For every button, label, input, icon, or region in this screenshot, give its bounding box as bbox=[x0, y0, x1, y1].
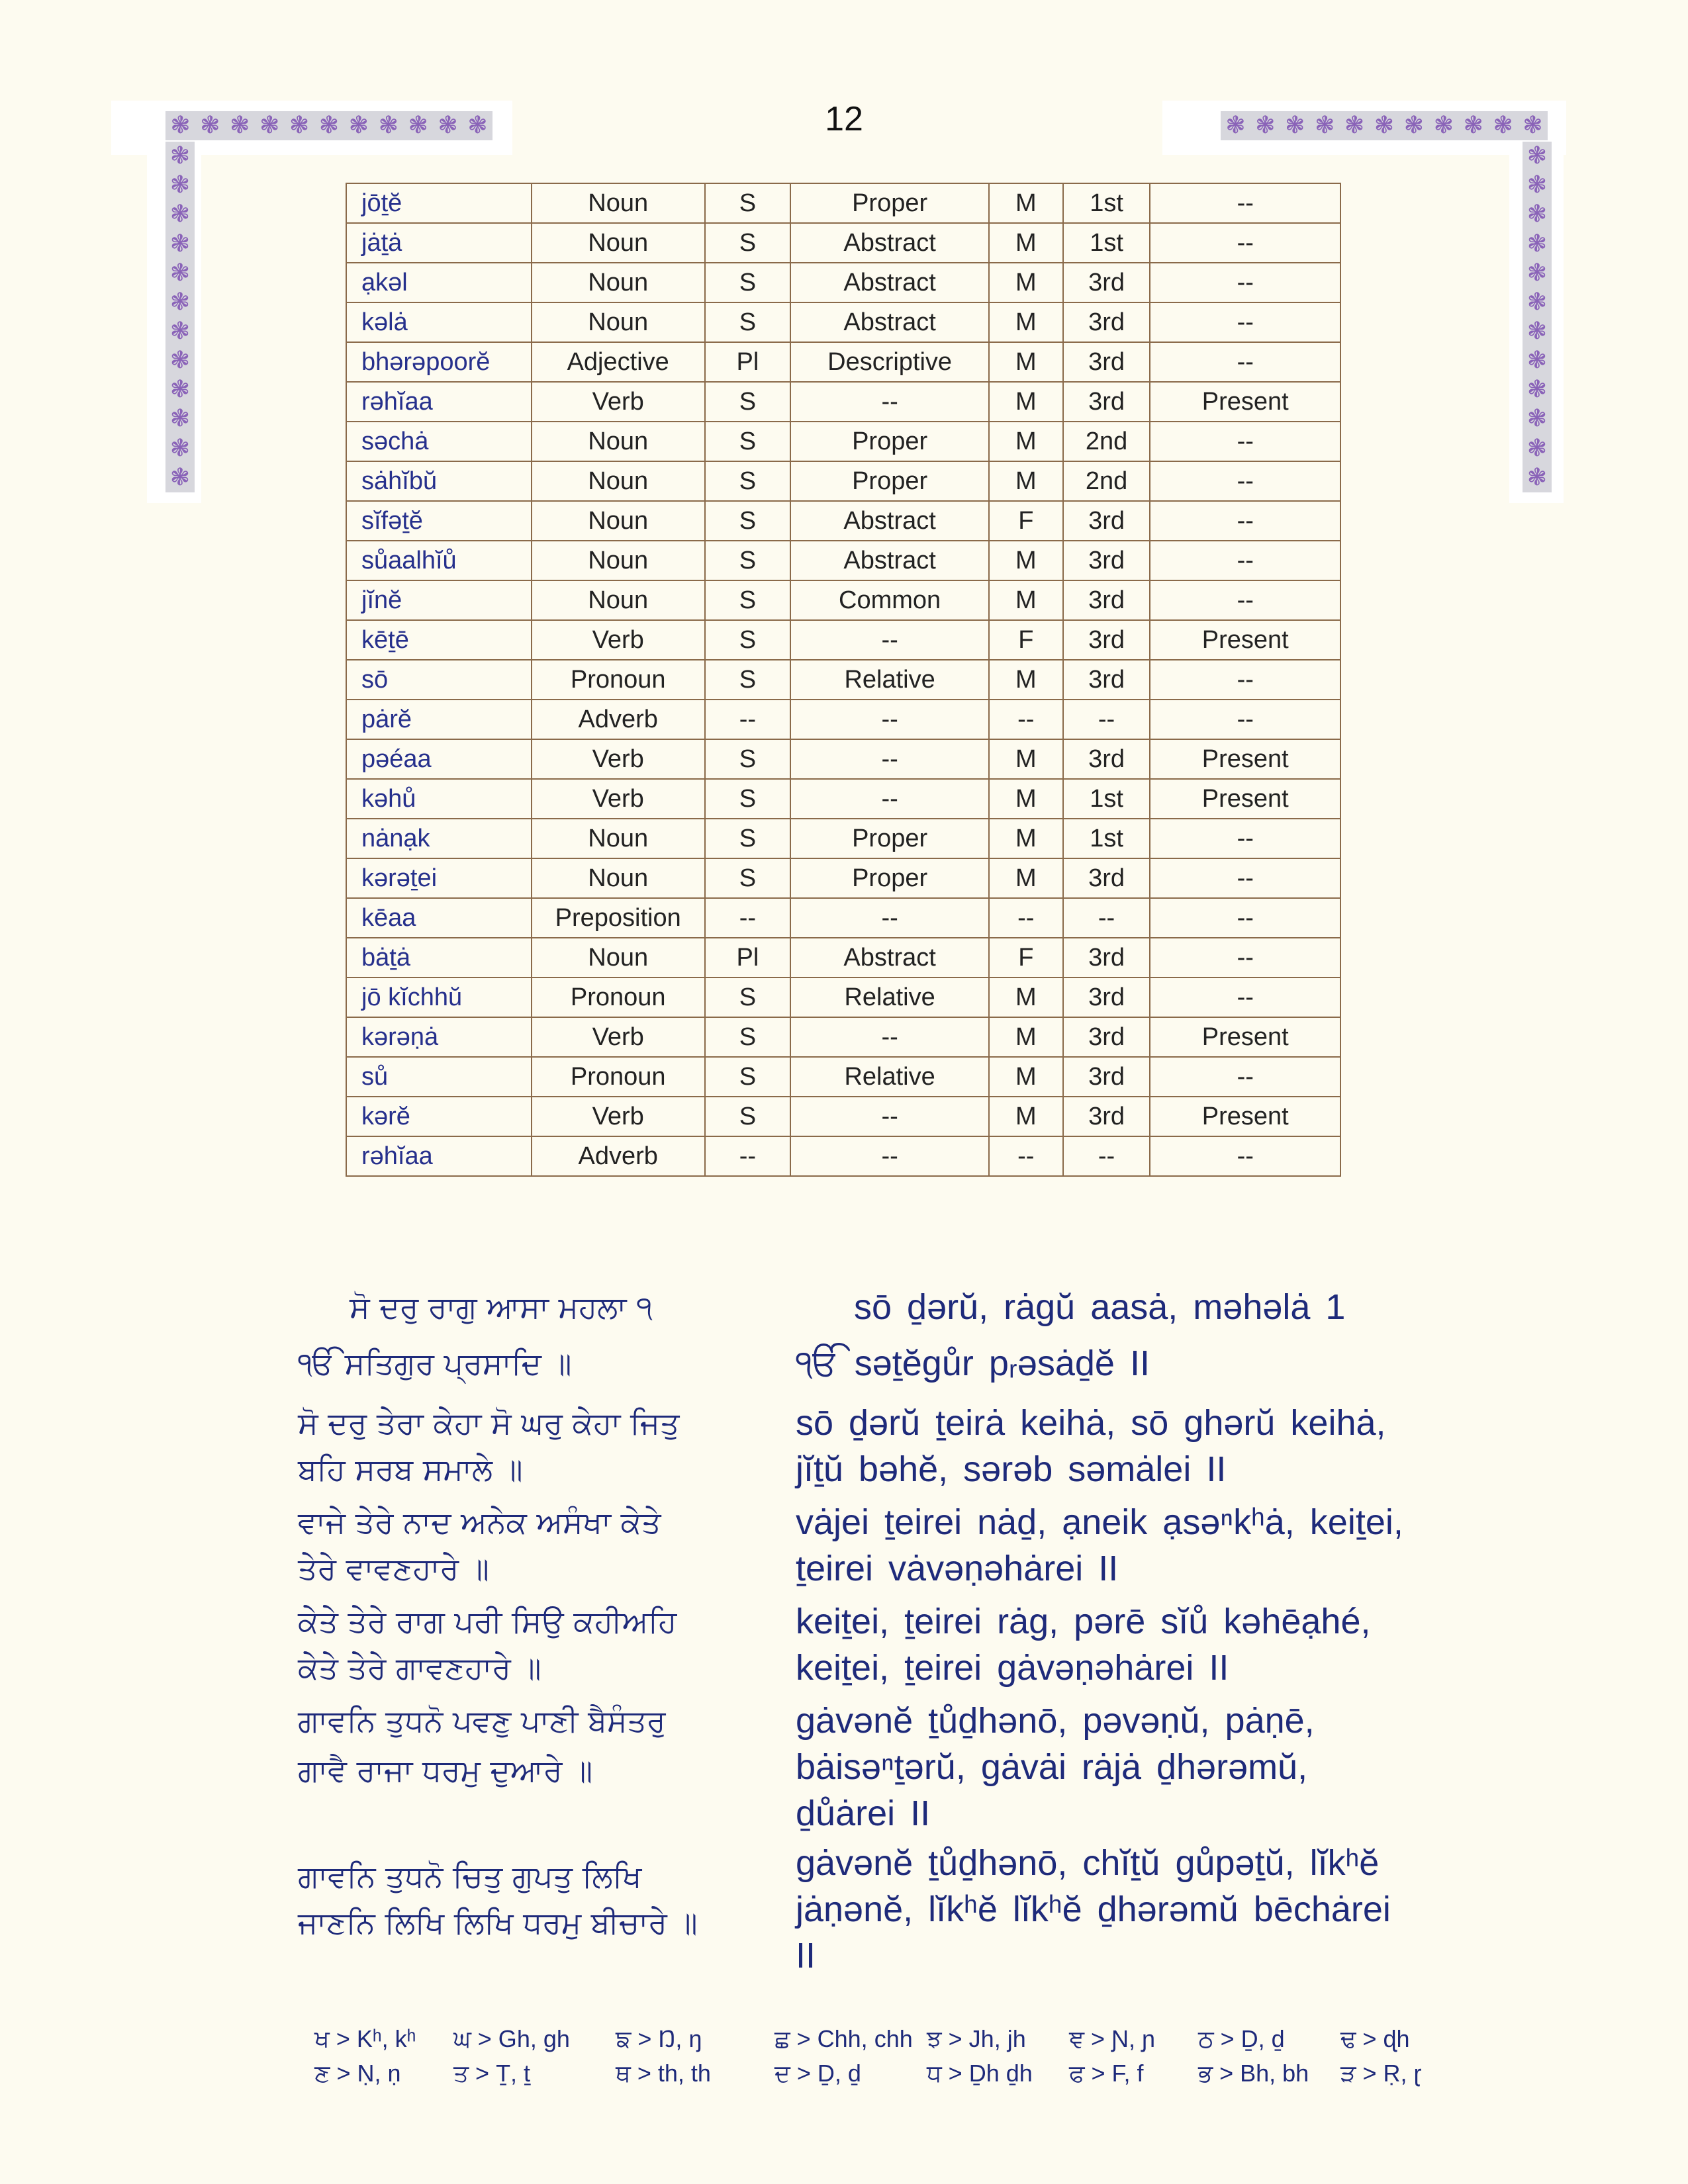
flower-icon: ❃ bbox=[467, 112, 488, 139]
table-cell: -- bbox=[790, 779, 989, 819]
table-cell: -- bbox=[1150, 660, 1340, 700]
table-cell: 3rd bbox=[1063, 342, 1150, 382]
table-cell: S bbox=[705, 1017, 791, 1057]
table-cell: -- bbox=[1150, 501, 1340, 541]
flower-icon: ❃ bbox=[169, 347, 191, 375]
table-cell: M bbox=[989, 819, 1063, 858]
table-cell: 1st bbox=[1063, 819, 1150, 858]
transliteration-line: ḏůȧrei II bbox=[796, 1794, 931, 1833]
table-cell: Abstract bbox=[790, 223, 989, 263]
flower-icon: ❃ bbox=[1255, 112, 1276, 139]
transliteration-line: gȧvənĕ ṯůḏhənō, chĭṯŭ gůpəṯŭ, lĭkʰĕ bbox=[796, 1843, 1380, 1883]
table-row bbox=[346, 501, 1340, 541]
table-cell: S bbox=[705, 541, 791, 580]
table-cell: -- bbox=[1150, 342, 1340, 382]
word-cell: sȧhĭbŭ bbox=[346, 461, 532, 501]
flower-icon: ❃ bbox=[169, 376, 191, 404]
table-cell: S bbox=[705, 461, 791, 501]
table-cell: Proper bbox=[790, 858, 989, 898]
table-cell: Preposition bbox=[532, 898, 705, 938]
word-cell: sůaalhĭů bbox=[346, 541, 532, 580]
table-cell: M bbox=[989, 342, 1063, 382]
transliteration-line: II bbox=[796, 1936, 816, 1976]
table-cell: Verb bbox=[532, 1017, 705, 1057]
gurmukhi-line: ਕੇਤੇ ਤੇਰੇ ਰਾਗ ਪਰੀ ਸਿਉ ਕਹੀਅਹਿ bbox=[298, 1604, 677, 1639]
table-row bbox=[346, 461, 1340, 501]
flower-icon: ❃ bbox=[1526, 201, 1548, 228]
table-cell: M bbox=[989, 1057, 1063, 1097]
flower-icon: ❃ bbox=[169, 463, 191, 491]
word-cell: kəhů bbox=[346, 779, 532, 819]
table-cell: F bbox=[989, 938, 1063, 978]
flower-icon: ❃ bbox=[1526, 230, 1548, 257]
flower-icon: ❃ bbox=[1523, 112, 1543, 139]
table-cell: Noun bbox=[532, 580, 705, 620]
table-cell: Pl bbox=[705, 342, 791, 382]
gurmukhi-line: ਗਾਵਨਿ ਤੁਧਨੋ ਚਿਤੁ ਗੁਪਤੁ ਲਿਖਿ bbox=[298, 1858, 642, 1894]
flower-icon: ❃ bbox=[378, 112, 399, 139]
transliteration-line: gȧvənĕ ṯůḏhənō, pəvəṇŭ, pȧṇē, bbox=[796, 1701, 1315, 1741]
table-cell: -- bbox=[705, 700, 791, 739]
legend-item: ਞ > Ɲ, ɲ bbox=[1069, 2025, 1156, 2052]
page-number: 12 bbox=[825, 100, 863, 138]
transliteration-line: keiṯei, ṯeirei rȧg, pərē sĭů kəhēạhé, bbox=[796, 1602, 1371, 1641]
word-cell: sō bbox=[346, 660, 532, 700]
top-left-flower-border bbox=[165, 111, 492, 140]
gurmukhi-line: ਤੇਰੇ ਵਾਵਣਹਾਰੇ ॥ bbox=[298, 1551, 489, 1586]
legend-item: ਫ > F, f bbox=[1069, 2060, 1144, 2087]
table-cell: S bbox=[705, 1057, 791, 1097]
table-cell: 3rd bbox=[1063, 938, 1150, 978]
table-cell: -- bbox=[790, 700, 989, 739]
flower-icon: ❃ bbox=[1526, 142, 1548, 170]
gurmukhi-line: ਸੋ ਦਰੁ ਰਾਗੁ ਆਸਾ ਮਹਲਾ ੧ bbox=[350, 1289, 653, 1325]
table-cell: Noun bbox=[532, 302, 705, 342]
table-row bbox=[346, 1136, 1340, 1176]
table-cell: 3rd bbox=[1063, 501, 1150, 541]
table-row bbox=[346, 700, 1340, 739]
flower-icon: ❃ bbox=[438, 112, 458, 139]
gurmukhi-line: ਵਾਜੇ ਤੇਰੇ ਨਾਦ ਅਨੇਕ ਅਸੰਖਾ ਕੇਤੇ bbox=[298, 1504, 661, 1540]
flower-icon: ❃ bbox=[348, 112, 369, 139]
table-cell: -- bbox=[790, 1017, 989, 1057]
table-row bbox=[346, 779, 1340, 819]
table-cell: M bbox=[989, 739, 1063, 779]
table-cell: S bbox=[705, 779, 791, 819]
table-cell: Relative bbox=[790, 1057, 989, 1097]
table-cell: Relative bbox=[790, 660, 989, 700]
grammar-table bbox=[346, 183, 1341, 1177]
gurmukhi-line: ਗਾਵੈ ਰਾਜਾ ਧਰਮੁ ਦੁਆਰੇ ॥ bbox=[298, 1752, 593, 1788]
legend-item: ੜ > Ṛ, ɽ bbox=[1340, 2060, 1422, 2087]
table-cell: -- bbox=[1150, 898, 1340, 938]
table-cell: -- bbox=[1150, 1057, 1340, 1097]
table-cell: Proper bbox=[790, 422, 989, 461]
transliteration-legend bbox=[314, 2025, 1453, 2098]
flower-icon: ❃ bbox=[169, 230, 191, 257]
table-cell: Noun bbox=[532, 263, 705, 302]
flower-icon: ❃ bbox=[289, 112, 310, 139]
table-cell: M bbox=[989, 541, 1063, 580]
word-cell: kēaa bbox=[346, 898, 532, 938]
table-cell: M bbox=[989, 263, 1063, 302]
word-cell: kēṯē bbox=[346, 620, 532, 660]
flower-icon: ❃ bbox=[1526, 434, 1548, 462]
table-row bbox=[346, 541, 1340, 580]
table-cell: 3rd bbox=[1063, 739, 1150, 779]
word-cell: kərəṯei bbox=[346, 858, 532, 898]
table-cell: -- bbox=[1063, 700, 1150, 739]
table-cell: 3rd bbox=[1063, 263, 1150, 302]
table-row bbox=[346, 382, 1340, 422]
table-cell: M bbox=[989, 858, 1063, 898]
table-cell: S bbox=[705, 302, 791, 342]
table-cell: -- bbox=[1063, 1136, 1150, 1176]
flower-icon: ❃ bbox=[1526, 463, 1548, 491]
table-cell: Adjective bbox=[532, 342, 705, 382]
table-cell: 3rd bbox=[1063, 541, 1150, 580]
table-cell: M bbox=[989, 1017, 1063, 1057]
legend-item: ਛ > Chh, chh bbox=[774, 2025, 913, 2052]
table-cell: -- bbox=[1150, 858, 1340, 898]
word-cell: rəhĭaa bbox=[346, 1136, 532, 1176]
flower-icon: ❃ bbox=[1526, 288, 1548, 316]
flower-icon: ❃ bbox=[1526, 347, 1548, 375]
gurmukhi-line: ਜਾਣਨਿ ਲਿਖਿ ਲਿਖਿ ਧਰਮੁ ਬੀਚਾਰੇ ॥ bbox=[298, 1905, 698, 1940]
table-row bbox=[346, 1057, 1340, 1097]
table-cell: S bbox=[705, 501, 791, 541]
legend-item: ਘ > Gh, gh bbox=[453, 2025, 570, 2052]
table-cell: S bbox=[705, 422, 791, 461]
table-row bbox=[346, 223, 1340, 263]
table-cell: Abstract bbox=[790, 501, 989, 541]
gurmukhi-line: ਬਹਿ ਸਰਬ ਸਮਾਲੇ ॥ bbox=[298, 1451, 523, 1487]
table-cell: Verb bbox=[532, 739, 705, 779]
table-cell: S bbox=[705, 978, 791, 1017]
word-cell: sĭfəṯĕ bbox=[346, 501, 532, 541]
table-cell: S bbox=[705, 739, 791, 779]
table-cell: 3rd bbox=[1063, 978, 1150, 1017]
word-cell: kərəṇȧ bbox=[346, 1017, 532, 1057]
table-row bbox=[346, 263, 1340, 302]
table-cell: S bbox=[705, 1097, 791, 1136]
word-cell: kəlȧ bbox=[346, 302, 532, 342]
legend-item: ਭ > Bh, bh bbox=[1198, 2060, 1309, 2087]
table-cell: -- bbox=[1150, 819, 1340, 858]
table-row bbox=[346, 819, 1340, 858]
word-cell: səchȧ bbox=[346, 422, 532, 461]
flower-icon: ❃ bbox=[1433, 112, 1454, 139]
flower-icon: ❃ bbox=[230, 112, 250, 139]
flower-icon: ❃ bbox=[169, 201, 191, 228]
table-cell: S bbox=[705, 580, 791, 620]
right-flower-border bbox=[1523, 142, 1552, 492]
table-row bbox=[346, 978, 1340, 1017]
table-cell: Pronoun bbox=[532, 1057, 705, 1097]
table-cell: Present bbox=[1150, 739, 1340, 779]
flower-icon: ❃ bbox=[318, 112, 340, 139]
table-cell: 2nd bbox=[1063, 422, 1150, 461]
table-cell: Verb bbox=[532, 779, 705, 819]
top-right-flower-border bbox=[1221, 111, 1548, 140]
table-cell: -- bbox=[1063, 898, 1150, 938]
table-row bbox=[346, 620, 1340, 660]
table-cell: Present bbox=[1150, 779, 1340, 819]
table-cell: Abstract bbox=[790, 541, 989, 580]
table-cell: Present bbox=[1150, 1017, 1340, 1057]
table-cell: Abstract bbox=[790, 263, 989, 302]
word-cell: kərĕ bbox=[346, 1097, 532, 1136]
flower-icon: ❃ bbox=[169, 142, 191, 170]
legend-item: ਢ > ɖh bbox=[1340, 2025, 1410, 2052]
table-cell: Noun bbox=[532, 501, 705, 541]
table-cell: Pronoun bbox=[532, 978, 705, 1017]
table-cell: F bbox=[989, 501, 1063, 541]
table-cell: M bbox=[989, 978, 1063, 1017]
flower-icon: ❃ bbox=[1344, 112, 1365, 139]
word-cell: nȧnạk bbox=[346, 819, 532, 858]
table-cell: -- bbox=[705, 898, 791, 938]
table-cell: M bbox=[989, 382, 1063, 422]
legend-item: ਖ > Kʰ, kʰ bbox=[314, 2025, 416, 2052]
table-cell: -- bbox=[1150, 541, 1340, 580]
table-cell: -- bbox=[1150, 223, 1340, 263]
table-cell: Noun bbox=[532, 422, 705, 461]
legend-item: ਣ > Ṇ, ṇ bbox=[314, 2060, 401, 2087]
table-cell: -- bbox=[1150, 263, 1340, 302]
table-cell: -- bbox=[1150, 978, 1340, 1017]
table-cell: Pronoun bbox=[532, 660, 705, 700]
word-cell: sů bbox=[346, 1057, 532, 1097]
table-cell: 3rd bbox=[1063, 1097, 1150, 1136]
word-cell: rəhĭaa bbox=[346, 382, 532, 422]
table-cell: 3rd bbox=[1063, 382, 1150, 422]
table-cell: -- bbox=[1150, 183, 1340, 223]
word-cell: jȧṯȧ bbox=[346, 223, 532, 263]
table-cell: Relative bbox=[790, 978, 989, 1017]
table-cell: 3rd bbox=[1063, 580, 1150, 620]
table-cell: Adverb bbox=[532, 1136, 705, 1176]
flower-icon: ❃ bbox=[200, 112, 220, 139]
table-row bbox=[346, 342, 1340, 382]
table-cell: Present bbox=[1150, 382, 1340, 422]
table-cell: -- bbox=[790, 1097, 989, 1136]
table-cell: Present bbox=[1150, 620, 1340, 660]
table-cell: -- bbox=[989, 898, 1063, 938]
table-cell: Noun bbox=[532, 461, 705, 501]
table-cell: -- bbox=[1150, 580, 1340, 620]
table-cell: Noun bbox=[532, 858, 705, 898]
table-cell: Common bbox=[790, 580, 989, 620]
table-cell: 3rd bbox=[1063, 660, 1150, 700]
table-row bbox=[346, 739, 1340, 779]
table-cell: Proper bbox=[790, 183, 989, 223]
legend-item: ਠ > Ḏ, ḏ bbox=[1198, 2025, 1285, 2052]
flower-icon: ❃ bbox=[1403, 112, 1424, 139]
table-cell: S bbox=[705, 858, 791, 898]
table-cell: M bbox=[989, 302, 1063, 342]
transliteration-line: bȧisəⁿṯərŭ, gȧvȧi rȧjȧ ḏhərəmŭ, bbox=[796, 1747, 1308, 1787]
table-cell: M bbox=[989, 660, 1063, 700]
word-cell: jō kĭchhŭ bbox=[346, 978, 532, 1017]
flower-icon: ❃ bbox=[169, 171, 191, 199]
table-cell: -- bbox=[989, 1136, 1063, 1176]
transliteration-line: ੴ səṯĕgůr pᵣəsȧḏĕ II bbox=[796, 1343, 1150, 1383]
gurmukhi-line: ੴ ਸਤਿਗੁਰ ਪ੍ਰਸਾਦਿ ॥ bbox=[298, 1345, 572, 1381]
flower-icon: ❃ bbox=[1526, 259, 1548, 287]
transliteration-line: sō ḏərŭ ṯeirȧ keihȧ, sō ghərŭ keihȧ, bbox=[796, 1403, 1386, 1443]
transliteration-line: ṯeirei vȧvəṇəhȧrei II bbox=[796, 1549, 1119, 1588]
flower-icon: ❃ bbox=[169, 405, 191, 433]
table-cell: Verb bbox=[532, 1097, 705, 1136]
table-cell: Verb bbox=[532, 620, 705, 660]
table-cell: Noun bbox=[532, 541, 705, 580]
word-cell: pəéaa bbox=[346, 739, 532, 779]
table-cell: -- bbox=[1150, 938, 1340, 978]
flower-icon: ❃ bbox=[408, 112, 428, 139]
flower-icon: ❃ bbox=[1374, 112, 1395, 139]
word-cell: bhərəpoorĕ bbox=[346, 342, 532, 382]
flower-icon: ❃ bbox=[1463, 112, 1483, 139]
table-row bbox=[346, 183, 1340, 223]
legend-item: ਧ > Ḏh ḏh bbox=[927, 2060, 1033, 2087]
table-cell: 2nd bbox=[1063, 461, 1150, 501]
flower-icon: ❃ bbox=[1493, 112, 1513, 139]
table-row bbox=[346, 858, 1340, 898]
table-cell: 3rd bbox=[1063, 1017, 1150, 1057]
table-cell: -- bbox=[790, 620, 989, 660]
table-row bbox=[346, 302, 1340, 342]
gurmukhi-line: ਸੋ ਦਰੁ ਤੇਰਾ ਕੇਹਾ ਸੋ ਘਰੁ ਕੇਹਾ ਜਿਤੁ bbox=[298, 1405, 680, 1441]
flower-icon: ❃ bbox=[169, 259, 191, 287]
table-cell: -- bbox=[705, 1136, 791, 1176]
flower-icon: ❃ bbox=[1526, 405, 1548, 433]
table-cell: Pl bbox=[705, 938, 791, 978]
table-cell: M bbox=[989, 779, 1063, 819]
table-cell: -- bbox=[790, 898, 989, 938]
transliteration-line: keiṯei, ṯeirei gȧvəṇəhȧrei II bbox=[796, 1648, 1229, 1688]
table-cell: 3rd bbox=[1063, 1057, 1150, 1097]
legend-item: ਤ > Ṯ, ṯ bbox=[453, 2060, 531, 2087]
table-cell: M bbox=[989, 461, 1063, 501]
flower-icon: ❃ bbox=[1526, 171, 1548, 199]
table-cell: M bbox=[989, 580, 1063, 620]
word-cell: jĭnĕ bbox=[346, 580, 532, 620]
table-cell: M bbox=[989, 1097, 1063, 1136]
table-cell: -- bbox=[1150, 700, 1340, 739]
table-cell: 3rd bbox=[1063, 620, 1150, 660]
table-cell: Noun bbox=[532, 183, 705, 223]
word-cell: jōṯĕ bbox=[346, 183, 532, 223]
table-cell: -- bbox=[1150, 461, 1340, 501]
table-row bbox=[346, 938, 1340, 978]
table-cell: M bbox=[989, 183, 1063, 223]
table-row bbox=[346, 1097, 1340, 1136]
table-cell: Descriptive bbox=[790, 342, 989, 382]
flower-icon: ❃ bbox=[170, 112, 191, 139]
table-cell: Noun bbox=[532, 819, 705, 858]
word-cell: bȧṯȧ bbox=[346, 938, 532, 978]
table-cell: S bbox=[705, 819, 791, 858]
transliteration-line: vȧjei ṯeirei nȧḏ, ạneik ạsəⁿkʰȧ, keiṯei, bbox=[796, 1502, 1403, 1542]
flower-icon: ❃ bbox=[169, 434, 191, 462]
table-cell: F bbox=[989, 620, 1063, 660]
table-cell: 3rd bbox=[1063, 302, 1150, 342]
table-cell: S bbox=[705, 382, 791, 422]
table-cell: -- bbox=[790, 1136, 989, 1176]
table-cell: Noun bbox=[532, 223, 705, 263]
table-row bbox=[346, 1017, 1340, 1057]
transliteration-line: jĭṯŭ bəhĕ, sərəb səmȧlei II bbox=[796, 1449, 1227, 1489]
table-cell: Verb bbox=[532, 382, 705, 422]
flower-icon: ❃ bbox=[1315, 112, 1335, 139]
table-row bbox=[346, 580, 1340, 620]
table-cell: S bbox=[705, 263, 791, 302]
flower-icon: ❃ bbox=[169, 288, 191, 316]
table-cell: S bbox=[705, 223, 791, 263]
table-cell: 3rd bbox=[1063, 858, 1150, 898]
table-cell: Abstract bbox=[790, 302, 989, 342]
table-cell: 1st bbox=[1063, 779, 1150, 819]
table-cell: Abstract bbox=[790, 938, 989, 978]
transliteration-line: jȧṇənĕ, lĭkʰĕ lĭkʰĕ ḏhərəmŭ bēchȧrei bbox=[796, 1889, 1391, 1929]
word-cell: pȧrĕ bbox=[346, 700, 532, 739]
table-cell: Proper bbox=[790, 461, 989, 501]
legend-item: ਝ > Jh, jh bbox=[927, 2025, 1026, 2052]
table-cell: -- bbox=[1150, 302, 1340, 342]
table-cell: S bbox=[705, 620, 791, 660]
table-cell: S bbox=[705, 183, 791, 223]
table-cell: -- bbox=[1150, 422, 1340, 461]
gurmukhi-line: ਗਾਵਨਿ ਤੁਧਨੋ ਪਵਣੁ ਪਾਣੀ ਬੈਸੰਤਰੁ bbox=[298, 1703, 666, 1739]
flower-icon: ❃ bbox=[1285, 112, 1305, 139]
table-cell: Noun bbox=[532, 938, 705, 978]
table-cell: -- bbox=[1150, 1136, 1340, 1176]
flower-icon: ❃ bbox=[169, 318, 191, 345]
table-cell: -- bbox=[989, 700, 1063, 739]
table-row bbox=[346, 660, 1340, 700]
flower-icon: ❃ bbox=[259, 112, 280, 139]
table-cell: -- bbox=[790, 739, 989, 779]
table-cell: S bbox=[705, 660, 791, 700]
table-cell: M bbox=[989, 422, 1063, 461]
flower-icon: ❃ bbox=[1526, 376, 1548, 404]
legend-item: ਦ > Ḏ, ḏ bbox=[774, 2060, 861, 2087]
transliteration-line: sō ḏərŭ, rȧgŭ aasȧ, məhəlȧ 1 bbox=[854, 1287, 1346, 1327]
left-flower-border bbox=[165, 142, 195, 492]
flower-icon: ❃ bbox=[1526, 318, 1548, 345]
table-row bbox=[346, 898, 1340, 938]
table-cell: 1st bbox=[1063, 223, 1150, 263]
gurmukhi-line: ਕੇਤੇ ਤੇਰੇ ਗਾਵਣਹਾਰੇ ॥ bbox=[298, 1650, 541, 1686]
table-cell: Adverb bbox=[532, 700, 705, 739]
table-cell: M bbox=[989, 223, 1063, 263]
word-cell: ạkəl bbox=[346, 263, 532, 302]
table-cell: -- bbox=[790, 382, 989, 422]
legend-item: ਙ > Ŋ, ŋ bbox=[616, 2025, 702, 2052]
table-cell: Present bbox=[1150, 1097, 1340, 1136]
flower-icon: ❃ bbox=[1225, 112, 1246, 139]
table-cell: 1st bbox=[1063, 183, 1150, 223]
table-cell: Proper bbox=[790, 819, 989, 858]
legend-item: ਥ > th, th bbox=[616, 2060, 711, 2087]
table-row bbox=[346, 422, 1340, 461]
